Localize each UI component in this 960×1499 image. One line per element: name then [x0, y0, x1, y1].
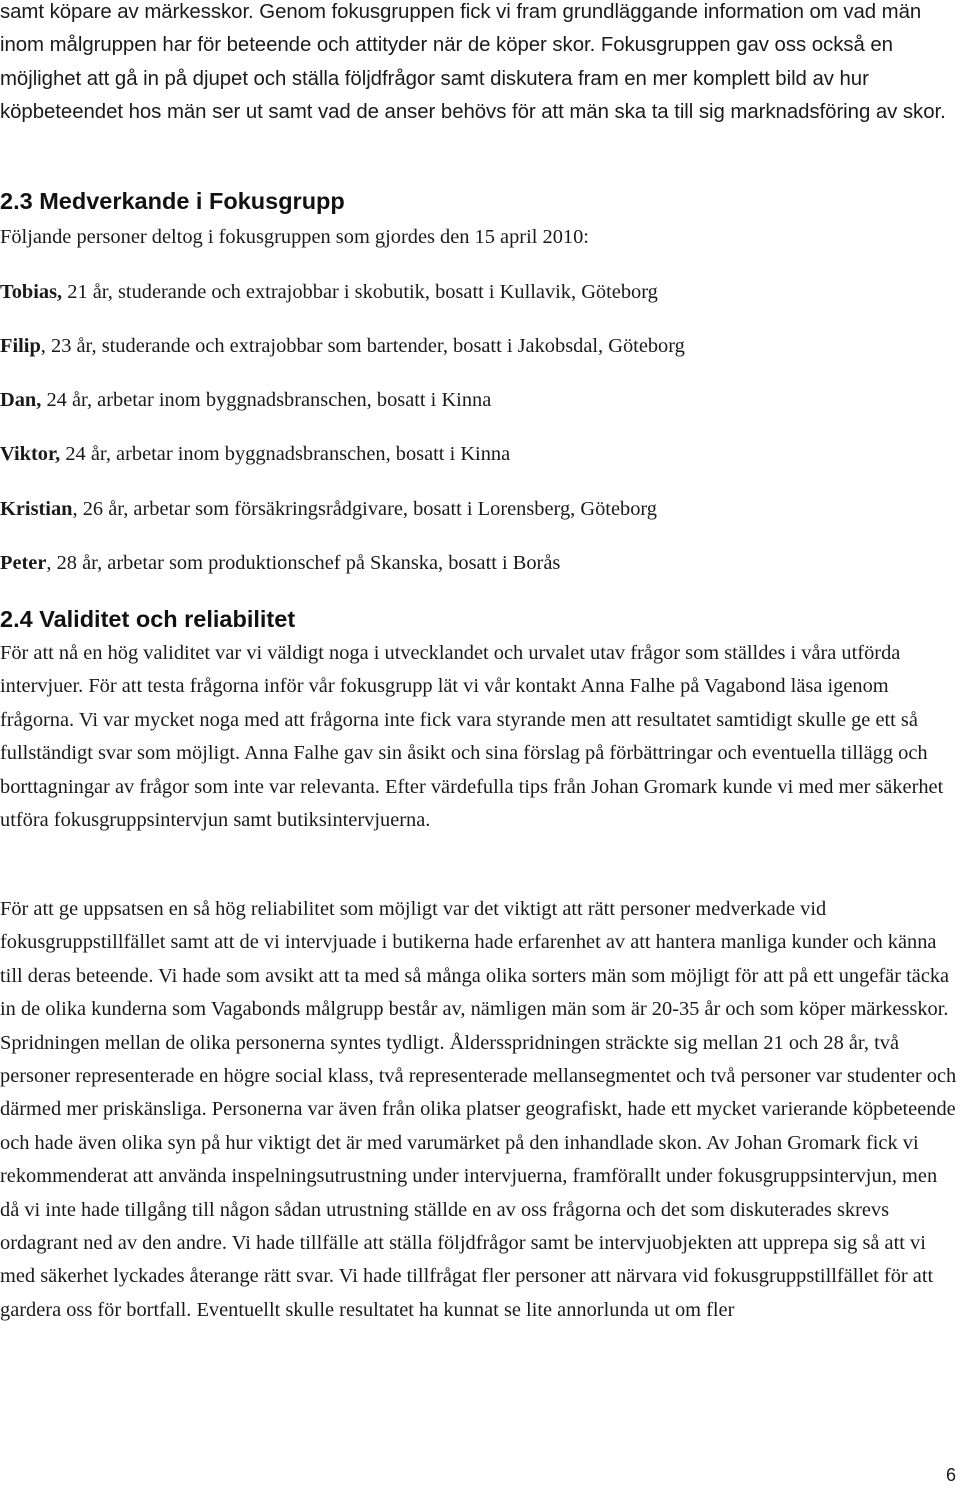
- participant-description: , 23 år, studerande och extrajobbar som bartender, bosatt i Jakobsdal, Göteborg: [40, 335, 685, 357]
- participant-description: 24 år, arbetar inom byggnadsbranschen, bosatt i Kinna: [41, 389, 492, 411]
- participant-name: Peter: [0, 552, 47, 574]
- participant-name: Dan,: [0, 389, 42, 411]
- participant-item: [0, 440, 510, 468]
- participant-description: , 28 år, arbetar som produktionschef på Skanska, bosatt i Borås: [46, 552, 561, 574]
- participants-lead: Följande personer deltog i fokusgruppen som gjordes den 15 april 2010:: [0, 226, 589, 248]
- section-heading-2-4: 2.4 Validitet och reliabilitet: [0, 606, 296, 632]
- participant-item: [0, 386, 491, 414]
- intro-paragraph: samt köpare av märkesskor. Genom fokusgruppen fick vi fram grundläggande information om vad män inom målgruppen har för beteende och attityder när de köper skor. Fokusgruppen gav oss också en möjlighet att gå in på djupet och ställa följdfrågor samt diskutera fram en mer komplett bild av hur köpbeteendet hos män ser ut samt vad de anser behövs för att män ska ta till sig marknadsföring av skor.: [0, 1, 946, 124]
- participant-item: [0, 332, 685, 360]
- participant-description: 24 år, arbetar inom byggnadsbranschen, bosatt i Kinna: [60, 443, 511, 465]
- participant-description: 21 år, studerande och extrajobbar i skobutik, bosatt i Kullavik, Göteborg: [62, 281, 658, 303]
- section-heading-2-3: 2.3 Medverkande i Fokusgrupp: [0, 188, 345, 214]
- participant-name: Tobias,: [0, 281, 63, 303]
- participant-item: [0, 549, 560, 577]
- validity-paragraph: För att nå en hög validitet var vi väldigt noga i utvecklandet och urvalet utav frågor som ställdes i våra utförda intervjuer. För att testa frågorna inför vår fokusgrupp lät vi vår kontakt Anna Falhe på Vagabond läsa igenom frågorna. Vi var mycket noga med att frågorna inte fick vara styrande men att resultatet samtidigt skulle ge ett så fullständigt svar som möjligt. Anna Falhe gav sin åsikt och sina förslag på förbättringar och eventuella tillägg och borttagningar av frågor som inte var relevanta. Efter värdefulla tips från Johan Gromark kunde vi med mer säkerhet utföra fokusgruppsintervjun samt butiksintervjuerna.: [0, 642, 944, 832]
- participant-name: Viktor,: [0, 443, 61, 465]
- participant-name: Filip: [0, 335, 41, 357]
- reliability-paragraph: För att ge uppsatsen en så hög reliabilitet som möjligt var det viktigt att rätt personer medverkade vid fokusgruppstillfället samt att de vi intervjuade i butikerna hade erfarenhet av att hantera manliga kunder och känna till deras beteende. Vi hade som avsikt att ta med så många olika sorters män som möjligt för att på ett ungefär täcka in de olika kunderna som Vagabonds målgrupp består av, nämligen män som är 20-35 år och som köper märkesskor. Spridningen mellan de olika personerna syntes tydligt. Åldersspridningen sträckte sig mellan 21 och 28 år, två personer representerade en högre social klass, två representerade mellansegmentet och två personer var studenter och därmed mer priskänsliga. Personerna var även från olika platser geografiskt, hade ett mycket varierande köpbeteende och hade även olika syn på hur viktigt det är med varumärket på den inhandlade skon. Av Johan Gromark fick vi rekommenderat att använda inspelningsutrustning under intervjuerna, framförallt under fokusgruppsintervjun, men då vi inte hade tillgång till någon sådan utrustning ställde en av oss frågorna och det som diskuterades skrevs ordagrant ned av den andre. Vi hade tillfälle att ställa följdfrågor samt be intervjuobjekten att upprepa sig så att vi med säkerhet lyckades återange rätt svar. Vi hade tillfrågat fler personer att närvara vid fokusgruppstillfället för att gardera oss för bortfall. Eventuellt skulle resultatet ha kunnat se lite annorlunda ut om fler: [0, 898, 957, 1321]
- page-number: 6: [945, 1465, 956, 1485]
- participant-item: [0, 278, 658, 306]
- participant-name: Kristian: [0, 498, 73, 520]
- participant-description: , 26 år, arbetar som försäkringsrådgivare, bosatt i Lorensberg, Göteborg: [72, 498, 658, 520]
- participant-item: [0, 495, 657, 523]
